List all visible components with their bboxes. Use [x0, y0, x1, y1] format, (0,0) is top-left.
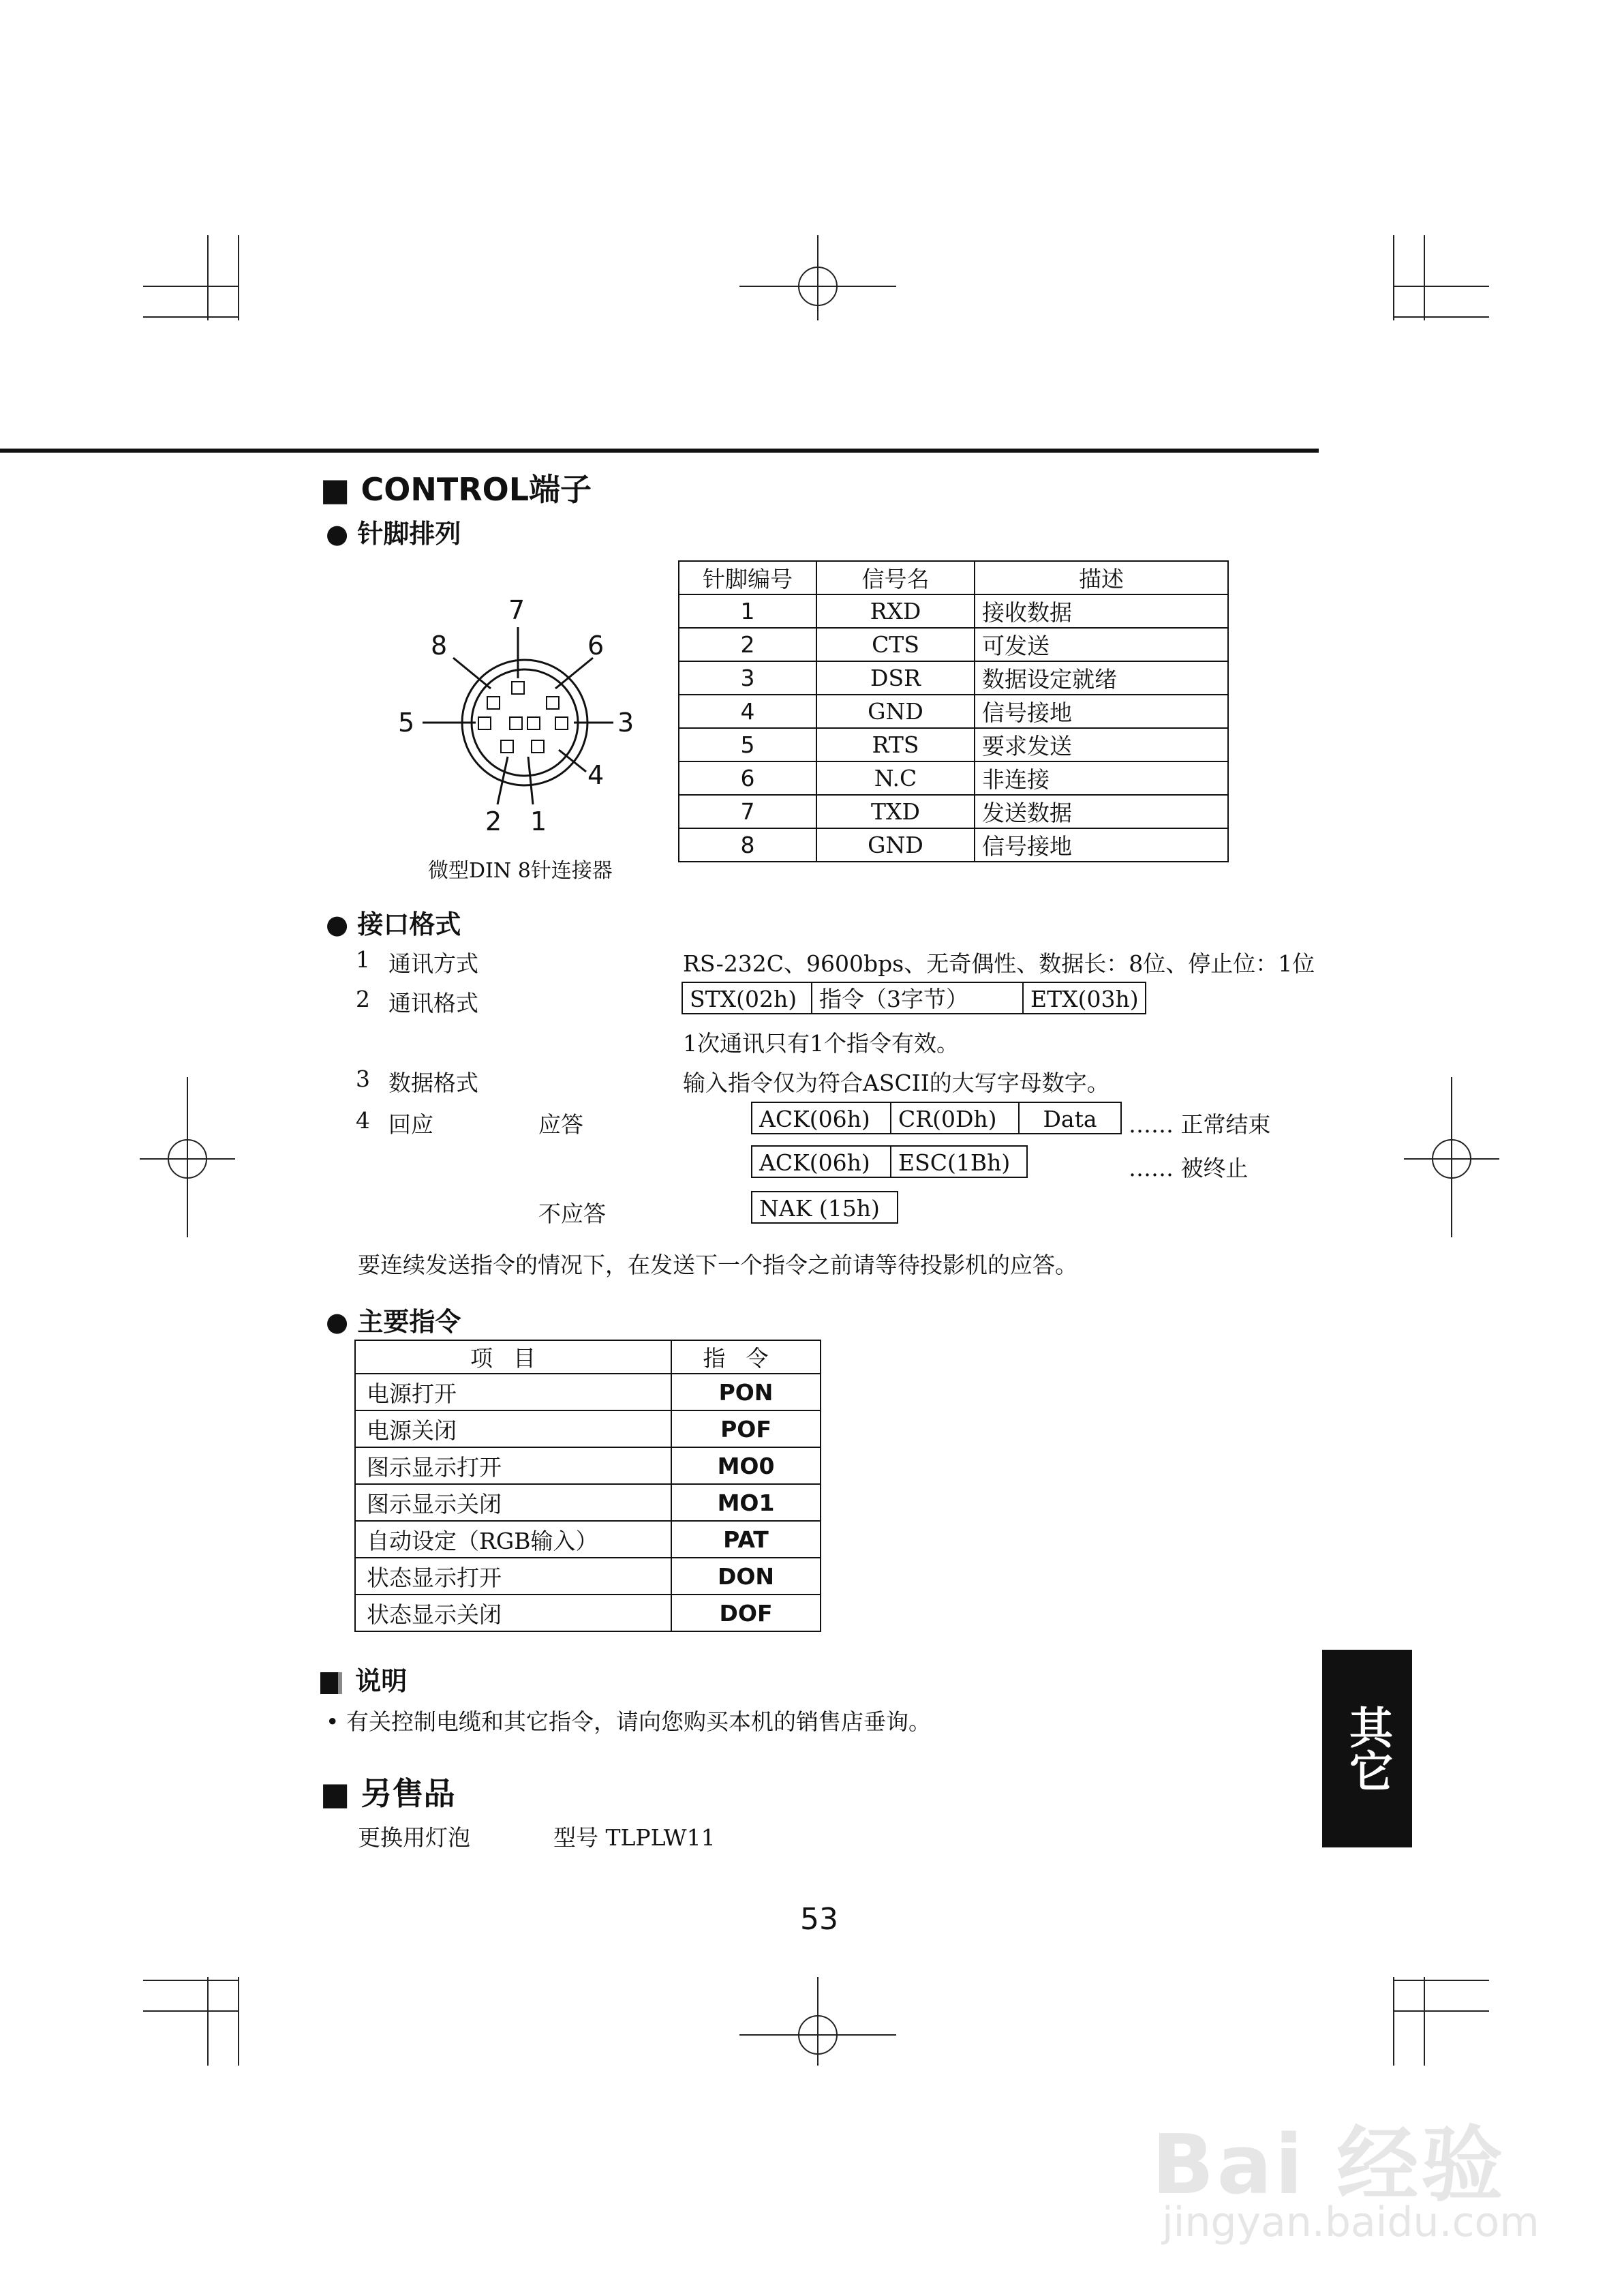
note-text: • 有关控制电缆和其它指令，请向您购买本机的销售店垂询。: [326, 1708, 931, 1735]
interface-footnote: 要连续发送指令的情况下，在发送下一个指令之前请等待投影机的应答。: [358, 1252, 1077, 1278]
ack-label: 应答: [538, 1111, 583, 1138]
nak-box: NAK (15h): [751, 1191, 898, 1224]
circle-bullet-icon: ●: [326, 519, 349, 549]
table-row: 电源打开 PON: [355, 1374, 821, 1410]
table-row: 7 TXD 发送数据: [679, 795, 1228, 828]
table-row: 3 DSR 数据设定就绪: [679, 661, 1228, 695]
pin-label-6: 6: [587, 631, 605, 661]
circle-bullet-icon: ●: [326, 909, 349, 939]
interface-item-3-num: 3: [356, 1066, 370, 1092]
watermark-brand: Bai 经验: [1152, 2118, 1506, 2213]
table-row: 1 RXD 接收数据: [679, 594, 1228, 628]
square-bullet-icon: ■: [320, 471, 350, 508]
pin-label-2: 2: [485, 806, 502, 836]
table-row: 4 GND 信号接地: [679, 695, 1228, 728]
interface-item-1-num: 1: [356, 946, 370, 973]
nak-label: 不应答: [538, 1200, 606, 1227]
table-row: 图示显示打开 MO0: [355, 1447, 821, 1484]
control-title: CONTROL端子: [361, 471, 592, 508]
table-row: 自动设定（RGB输入） PAT: [355, 1521, 821, 1558]
stop-box-ack: ACK(06h): [751, 1145, 891, 1178]
section-title: [320, 465, 592, 510]
interface-item-2-label: 通讯格式: [388, 990, 478, 1016]
connector-caption: 微型DIN 8针连接器: [428, 859, 613, 883]
table-row: 2 CTS 可发送: [679, 628, 1228, 661]
ack-normal-note: …… 正常结束: [1129, 1111, 1271, 1138]
stop-box-esc: ESC(1Bh): [890, 1145, 1028, 1178]
commands-table: [354, 1340, 821, 1632]
format-box-command: 指令（3字节）: [811, 982, 1024, 1014]
din-connector-diagram: [388, 586, 661, 859]
format-box-stx: STX(02h): [682, 982, 812, 1014]
pin-label-5: 5: [398, 708, 415, 738]
pin-table-header: 针脚编号 信号名 描述: [679, 561, 1228, 594]
interface-item-1-value: RS-232C、9600bps、无奇偶性、数据长：8位、停止位：1位: [683, 950, 1315, 977]
table-row: 电源关闭 POF: [355, 1410, 821, 1447]
side-tab: 其它: [1322, 1650, 1412, 1847]
ack-box-ack: ACK(06h): [751, 1102, 891, 1134]
ack-stop-note: …… 被终止: [1129, 1155, 1249, 1181]
note-heading: 说明: [320, 1660, 407, 1697]
pin-label-1: 1: [530, 806, 547, 836]
accessory-heading: ■ 另售品: [320, 1775, 455, 1812]
commands-table-header: 项目 指令: [355, 1340, 821, 1374]
note-icon: [320, 1672, 342, 1694]
interface-item-2-note: 1次通讯只有1个指令有效。: [683, 1030, 959, 1057]
pin-label-3: 3: [617, 708, 634, 738]
circle-bullet-icon: ●: [326, 1307, 349, 1337]
table-row: 5 RTS 要求发送: [679, 728, 1228, 761]
accessory-model: 型号 TLPLW11: [553, 1824, 716, 1851]
top-rule: [0, 449, 1319, 453]
pin-label-8: 8: [431, 631, 448, 661]
table-row: 6 N.C 非连接: [679, 761, 1228, 795]
table-row: 状态显示关闭 DOF: [355, 1595, 821, 1631]
interface-item-4-num: 4: [356, 1107, 370, 1134]
interface-heading: ● 接口格式: [326, 909, 461, 939]
interface-item-3-label: 数据格式: [388, 1070, 478, 1096]
page-number: 53: [800, 1902, 838, 1937]
accessory-item: 更换用灯泡: [358, 1824, 470, 1851]
square-bullet-icon: ■: [320, 1775, 350, 1812]
interface-item-4-label: 回应: [388, 1111, 433, 1138]
pin-table: [678, 560, 1229, 862]
table-row: 8 GND 信号接地: [679, 828, 1228, 862]
ack-box-data: Data: [1018, 1102, 1122, 1134]
interface-item-3-value: 输入指令仅为符合ASCII的大写字母数字。: [683, 1070, 1110, 1096]
interface-item-1-label: 通讯方式: [388, 950, 478, 977]
watermark-url: jingyan.baidu.com: [1162, 2199, 1540, 2246]
pin-label-4: 4: [587, 760, 605, 790]
pin-heading: ● 针脚排列: [326, 519, 461, 549]
table-row: 状态显示打开 DON: [355, 1558, 821, 1595]
table-row: 图示显示关闭 MO1: [355, 1484, 821, 1521]
format-box-etx: ETX(03h): [1022, 982, 1146, 1014]
commands-heading: ● 主要指令: [326, 1307, 461, 1337]
interface-item-2-num: 2: [356, 986, 370, 1012]
pin-label-7: 7: [508, 595, 525, 625]
ack-box-cr: CR(0Dh): [890, 1102, 1020, 1134]
